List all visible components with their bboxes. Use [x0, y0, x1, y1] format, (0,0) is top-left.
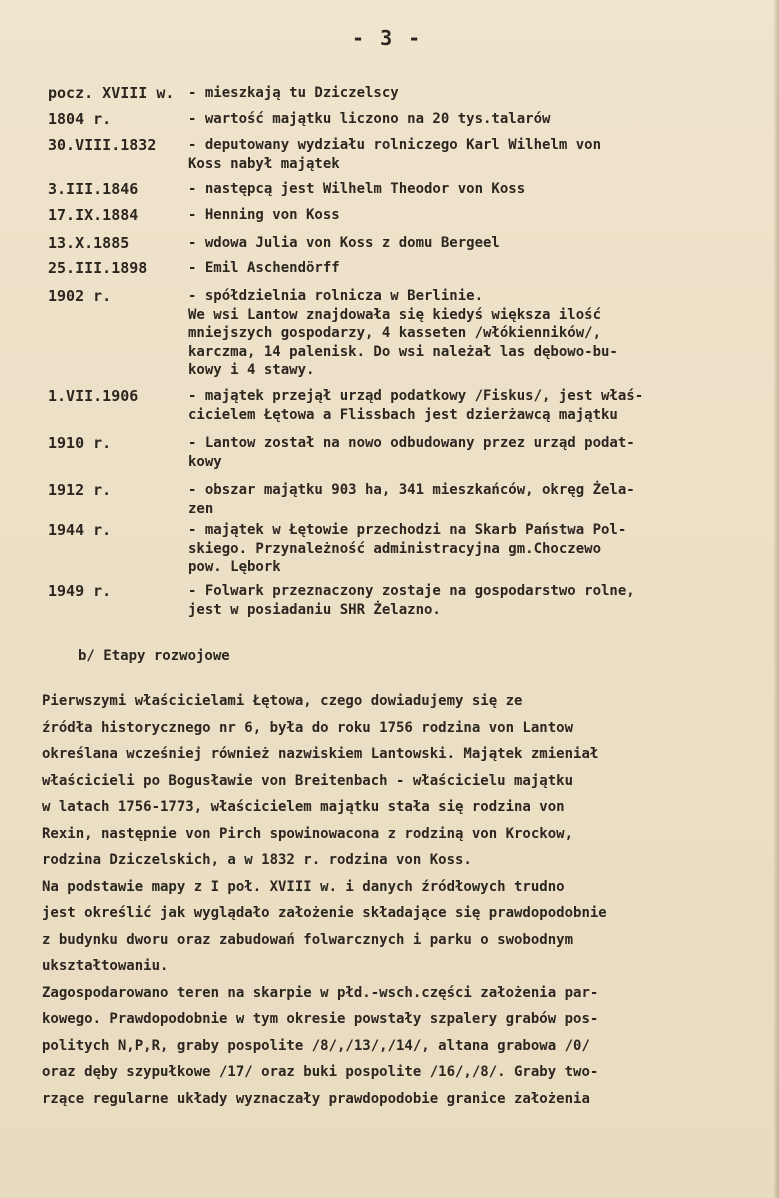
- entry-description: - wdowa Julia von Koss z domu Bergeel: [188, 235, 500, 251]
- entry-description: - deputowany wydziału rolniczego Karl Wilhelm von Koss nabył majątek: [188, 137, 602, 172]
- chronology-entry: [48, 481, 778, 518]
- entry-date: 17.IX.1884: [48, 206, 139, 224]
- chronology-entry: [48, 234, 778, 253]
- body-paragraph: Pierwszymi właścicielami Łętowa, czego dowiadujemy się ze źródła historycznego nr 6, była do roku 1756 rodzina von Lantow określana wcześniej również nazwiskiem Lantowski. Majątek zmieniał właścicieli po Bogusławie von Breitenbach - właścicielu majątku w latach 1756-1773, właścicielem majątku stała się rodzina von Rexin, następnie von Pirch spowinowacona z rodziną von Krockow, rodzina Dziczelskich, a w 1832 r. rodzina von Koss.: [42, 693, 599, 868]
- entry-description: - majątek w Łętowie przechodzi na Skarb Państwa Pol- skiego. Przynależność administracyjna gm.Choczewo pow. Lębork: [188, 522, 627, 575]
- entry-description: - obszar majątku 903 ha, 341 mieszkańców, okręg Żela- zen: [188, 482, 635, 517]
- entry-description: - majątek przejął urząd podatkowy /Fiskus/, jest właś- cicielem Łętowa a Flissbach jest dzierżawcą majątku: [188, 388, 644, 423]
- entry-description: - Lantow został na nowo odbudowany przez urząd podat- kowy: [188, 435, 635, 470]
- entry-date: 25.III.1898: [48, 259, 148, 277]
- entry-date: 1902 r.: [48, 287, 112, 305]
- chronology-entry: [48, 206, 778, 225]
- entry-date: pocz. XVIII w.: [48, 84, 175, 102]
- entry-date: 1949 r.: [48, 582, 112, 600]
- entry-description: - mieszkają tu Dziczelscy: [188, 85, 399, 101]
- chronology-entry: [48, 136, 778, 173]
- entry-date: 1944 r.: [48, 521, 112, 539]
- chronology-entry: [48, 110, 778, 129]
- entry-date: 3.III.1846: [48, 180, 139, 198]
- chronology-entry: [48, 582, 778, 619]
- body-text: [42, 688, 774, 1112]
- chronology-entry: [48, 180, 778, 199]
- entry-description: - Folwark przeznaczony zostaje na gospodarstwo rolne, jest w posiadaniu SHR Żelazno.: [188, 583, 635, 618]
- chronology-entry: [48, 387, 778, 424]
- page-number: - 3 -: [352, 26, 423, 50]
- entry-description: - następcą jest Wilhelm Theodor von Koss: [188, 181, 526, 197]
- body-paragraph: Zagospodarowano teren na skarpie w płd.-wsch.części założenia par- kowego. Prawdopodobnie w tym okresie powstały szpalery grabów pos- politych N,P,R, graby pospolite /8/,/13/,/14/, altana grabowa /0/ oraz dęby szypułkowe /17/ oraz buki pospolite /16/,/8/. Graby two- rzące regularne układy wyznaczały prawdopodobie granice założenia: [42, 984, 599, 1107]
- body-paragraph: Na podstawie mapy z I poł. XVIII w. i danych źródłowych trudno jest określić jak wyglądało założenie składające się prawdopodobnie z budynku dworu oraz zabudowań folwarcznych i parku o swobodnym ukształtowaniu.: [42, 878, 607, 974]
- entry-description: - spółdzielnia rolnicza w Berlinie. We wsi Lantow znajdowała się kiedyś większa ilość mniejszych gospodarzy, 4 kasseten /włókienników/, karczma, 14 palenisk. Do wsi należał las dębowo-bu- kowy i 4 stawy.: [188, 288, 618, 378]
- section-heading: b/ Etapy rozwojowe: [78, 648, 230, 664]
- entry-date: 1804 r.: [48, 110, 112, 128]
- entry-date: 1910 r.: [48, 434, 112, 452]
- entry-description: - Henning von Koss: [188, 207, 340, 223]
- entry-date: 1.VII.1906: [48, 387, 139, 405]
- entry-date: 1912 r.: [48, 481, 112, 499]
- entry-date: 13.X.1885: [48, 234, 130, 252]
- entry-description: - Emil Aschendörff: [188, 260, 340, 276]
- chronology-entry: [48, 521, 778, 577]
- chronology-entry: [48, 287, 778, 380]
- entry-date: 30.VIII.1832: [48, 136, 157, 154]
- chronology-entry: [48, 434, 778, 471]
- entry-description: - wartość majątku liczono na 20 tys.talarów: [188, 111, 551, 127]
- chronology-entry: [48, 84, 778, 103]
- chronology-entry: [48, 259, 778, 278]
